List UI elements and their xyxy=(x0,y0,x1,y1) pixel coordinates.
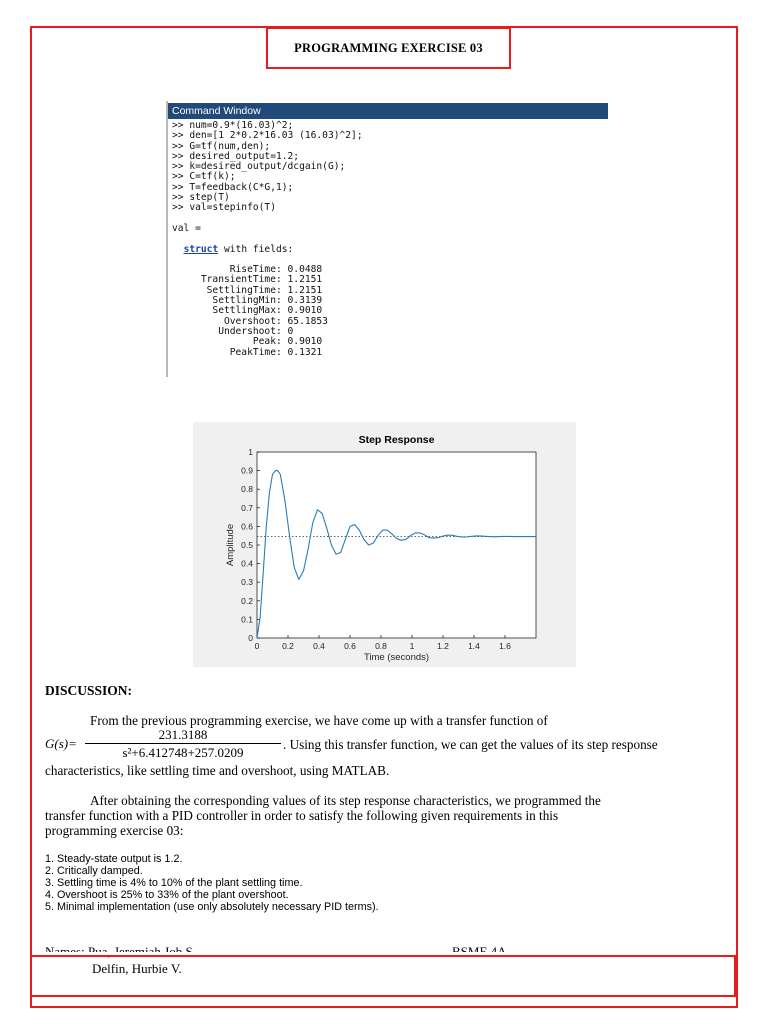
y-tick-label: 0.4 xyxy=(241,558,253,569)
stepinfo-field: SettlingMax: 0.9010 xyxy=(172,305,323,317)
paragraph-2 xyxy=(45,793,735,839)
struct-keyword[interactable]: struct xyxy=(183,243,219,255)
x-tick-label: 1.4 xyxy=(468,641,480,651)
command-line: >> step(T) xyxy=(172,192,230,204)
stepinfo-field: TransientTime: 1.2151 xyxy=(172,274,323,286)
struct-line: struct with fields: xyxy=(183,243,294,255)
stepinfo-field: SettlingMin: 0.3139 xyxy=(172,295,323,307)
requirement-item: 2. Critically damped. xyxy=(45,865,143,877)
plot-area xyxy=(257,452,536,638)
y-tick-label: 0.9 xyxy=(241,465,253,476)
stepinfo-field: Peak: 0.9010 xyxy=(172,336,323,348)
stepinfo-field: RiseTime: 0.0488 xyxy=(172,264,323,276)
x-axis-label: Time (seconds) xyxy=(363,652,430,663)
requirement-item: 1. Steady-state output is 1.2. xyxy=(45,853,183,865)
formula-numerator: 231.3188 xyxy=(85,727,281,744)
command-line: >> k=desired_output/dcgain(G); xyxy=(172,161,346,173)
stepinfo-field: PeakTime: 0.1321 xyxy=(172,346,323,358)
x-tick-label: 1 xyxy=(409,641,415,651)
stepinfo-field: Undershoot: 0 xyxy=(172,325,294,337)
step-response-plot xyxy=(193,422,576,667)
discussion-heading: DISCUSSION: xyxy=(45,683,133,698)
requirements-list xyxy=(45,853,379,913)
y-tick-label: 0.1 xyxy=(241,614,253,625)
y-tick-label: 0.3 xyxy=(241,577,253,588)
command-line: >> num=0.9*(16.03)^2; xyxy=(172,120,294,131)
y-tick-label: 0.7 xyxy=(241,502,253,513)
command-line: >> desired_output=1.2; xyxy=(172,150,300,162)
y-tick-label: 1 xyxy=(248,447,253,457)
paragraph-2-line-3: programming exercise 03: xyxy=(45,823,184,839)
x-tick-label: 0.2 xyxy=(282,641,294,651)
x-tick-label: 0.8 xyxy=(375,641,387,651)
requirement-item: 4. Overshoot is 25% to 33% of the plant overshoot. xyxy=(45,889,289,901)
command-line: >> val=stepinfo(T) xyxy=(172,202,276,214)
formula-lhs: G(s)= xyxy=(45,736,77,751)
x-tick-label: 1.6 xyxy=(499,641,511,651)
y-tick-label: 0 xyxy=(248,633,253,643)
command-line: >> T=feedback(C*G,1); xyxy=(172,181,294,193)
formula-fraction xyxy=(85,727,281,762)
y-tick-label: 0.8 xyxy=(241,484,253,495)
x-tick-label: 1.2 xyxy=(437,641,449,651)
title-box xyxy=(266,27,511,69)
y-axis-label: Amplitude xyxy=(225,523,236,567)
x-tick-label: 0.6 xyxy=(344,641,356,651)
paragraph-1-line-2: . Using this transfer function, we can get the values of its step response xyxy=(283,737,658,752)
x-tick-label: 0 xyxy=(254,641,260,651)
stepinfo-field: SettlingTime: 1.2151 xyxy=(172,284,323,296)
paragraph-1-line-1: From the previous programming exercise, we have come up with a transfer function of xyxy=(90,713,548,728)
y-tick-label: 0.2 xyxy=(241,595,253,606)
paragraph-2-line-1: After obtaining the corresponding values of its step response characteristics, we programmed the xyxy=(90,793,601,808)
command-line: val = xyxy=(172,222,201,234)
transfer-function xyxy=(45,727,745,763)
command-window-edge xyxy=(166,101,168,377)
command-line: >> G=tf(num,den); xyxy=(172,140,271,152)
requirement-item: 5. Minimal implementation (use only absolutely necessary PID terms). xyxy=(45,901,379,913)
x-tick-label: 0.4 xyxy=(313,641,325,651)
stepinfo-field: Overshoot: 65.1853 xyxy=(172,315,328,327)
y-tick-label: 0.5 xyxy=(241,540,253,550)
paragraph-2-line-2: transfer function with a PID controller in order to satisfy the following given requirements in this xyxy=(45,808,559,824)
formula-denominator: s²+6.412748+257.0209 xyxy=(122,745,244,760)
requirement-item: 3. Settling time is 4% to 10% of the plant settling time. xyxy=(45,877,303,889)
command-line: >> C=tf(k); xyxy=(172,171,236,183)
command-window-header: Command Window xyxy=(168,103,608,119)
step-response-chart xyxy=(193,422,576,667)
paragraph-1-line-3: characteristics, like settling time and overshoot, using MATLAB. xyxy=(45,763,390,778)
y-tick-label: 0.6 xyxy=(241,521,253,532)
command-window-text xyxy=(172,121,604,377)
names-line-2: Delfin, Hurbie V. xyxy=(92,961,182,976)
page-title: PROGRAMMING EXERCISE 03 xyxy=(294,40,483,55)
chart-title: Step Response xyxy=(358,434,435,446)
command-line: >> den=[1 2*0.2*16.03 (16.03)^2]; xyxy=(172,130,363,142)
command-window-screenshot xyxy=(160,101,608,377)
command-line xyxy=(172,214,604,224)
